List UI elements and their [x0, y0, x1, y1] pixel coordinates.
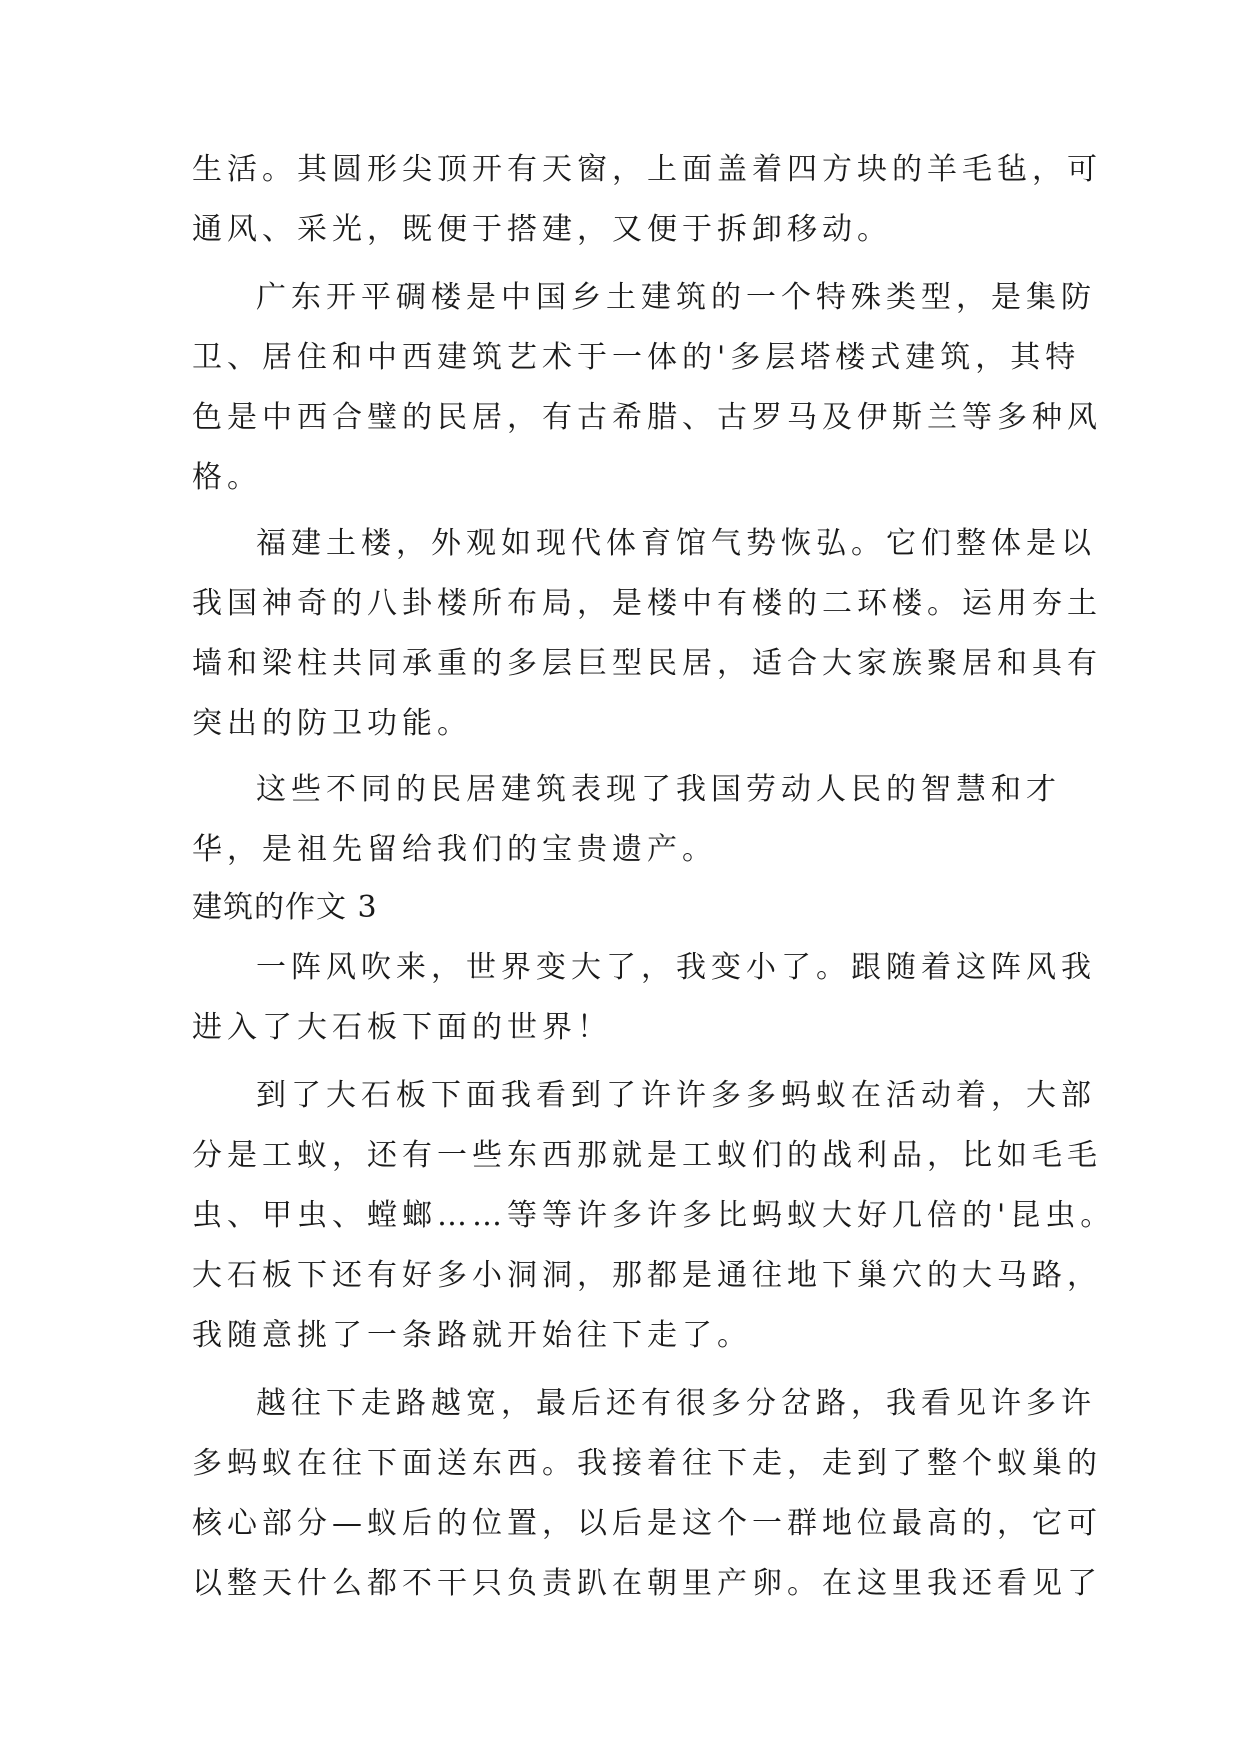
text-line: 到了大石板下面我看到了许许多多蚂蚁在活动着，大部: [256, 1078, 1096, 1113]
text-line: 我随意挑了一条路就开始往下走了。: [192, 1318, 752, 1353]
text-line: 格。: [192, 460, 262, 495]
text-line: 核心部分—蚁后的位置，以后是这个一群地位最高的，它可: [192, 1506, 1102, 1541]
text-line: 虫、甲虫、螳螂……等等许多许多比蚂蚁大好几倍的'昆虫。: [192, 1198, 1116, 1233]
text-line: 突出的防卫功能。: [192, 706, 472, 741]
text-line: 以整天什么都不干只负责趴在朝里产卵。在这里我还看见了: [192, 1566, 1102, 1601]
text-line: 大石板下还有好多小洞洞，那都是通往地下巢穴的大马路，: [192, 1258, 1102, 1293]
text-line: 华，是祖先留给我们的宝贵遗产。: [192, 832, 717, 867]
text-line: 越往下走路越宽，最后还有很多分岔路，我看见许多许: [256, 1386, 1096, 1421]
text-line: 一阵风吹来，世界变大了，我变小了。跟随着这阵风我: [256, 950, 1096, 985]
text-line: 这些不同的民居建筑表现了我国劳动人民的智慧和才: [256, 772, 1061, 807]
text-line: 通风、采光，既便于搭建，又便于拆卸移动。: [192, 212, 892, 247]
text-line: 生活。其圆形尖顶开有天窗，上面盖着四方块的羊毛毡，可: [192, 152, 1102, 187]
text-line: 福建土楼，外观如现代体育馆气势恢弘。它们整体是以: [256, 526, 1096, 561]
text-line: 色是中西合璧的民居，有古希腊、古罗马及伊斯兰等多种风: [192, 400, 1102, 435]
section-heading: 建筑的作文 3: [192, 890, 378, 925]
text-line: 广东开平碉楼是中国乡土建筑的一个特殊类型，是集防: [256, 280, 1096, 315]
text-line: 墙和梁柱共同承重的多层巨型民居，适合大家族聚居和具有: [192, 646, 1102, 681]
text-line: 卫、居住和中西建筑艺术于一体的'多层塔楼式建筑，其特: [192, 340, 1081, 375]
text-line: 多蚂蚁在往下面送东西。我接着往下走，走到了整个蚁巢的: [192, 1446, 1102, 1481]
text-line: 分是工蚁，还有一些东西那就是工蚁们的战利品，比如毛毛: [192, 1138, 1102, 1173]
text-line: 进入了大石板下面的世界！: [192, 1010, 612, 1045]
text-line: 我国神奇的八卦楼所布局，是楼中有楼的二环楼。运用夯土: [192, 586, 1102, 621]
